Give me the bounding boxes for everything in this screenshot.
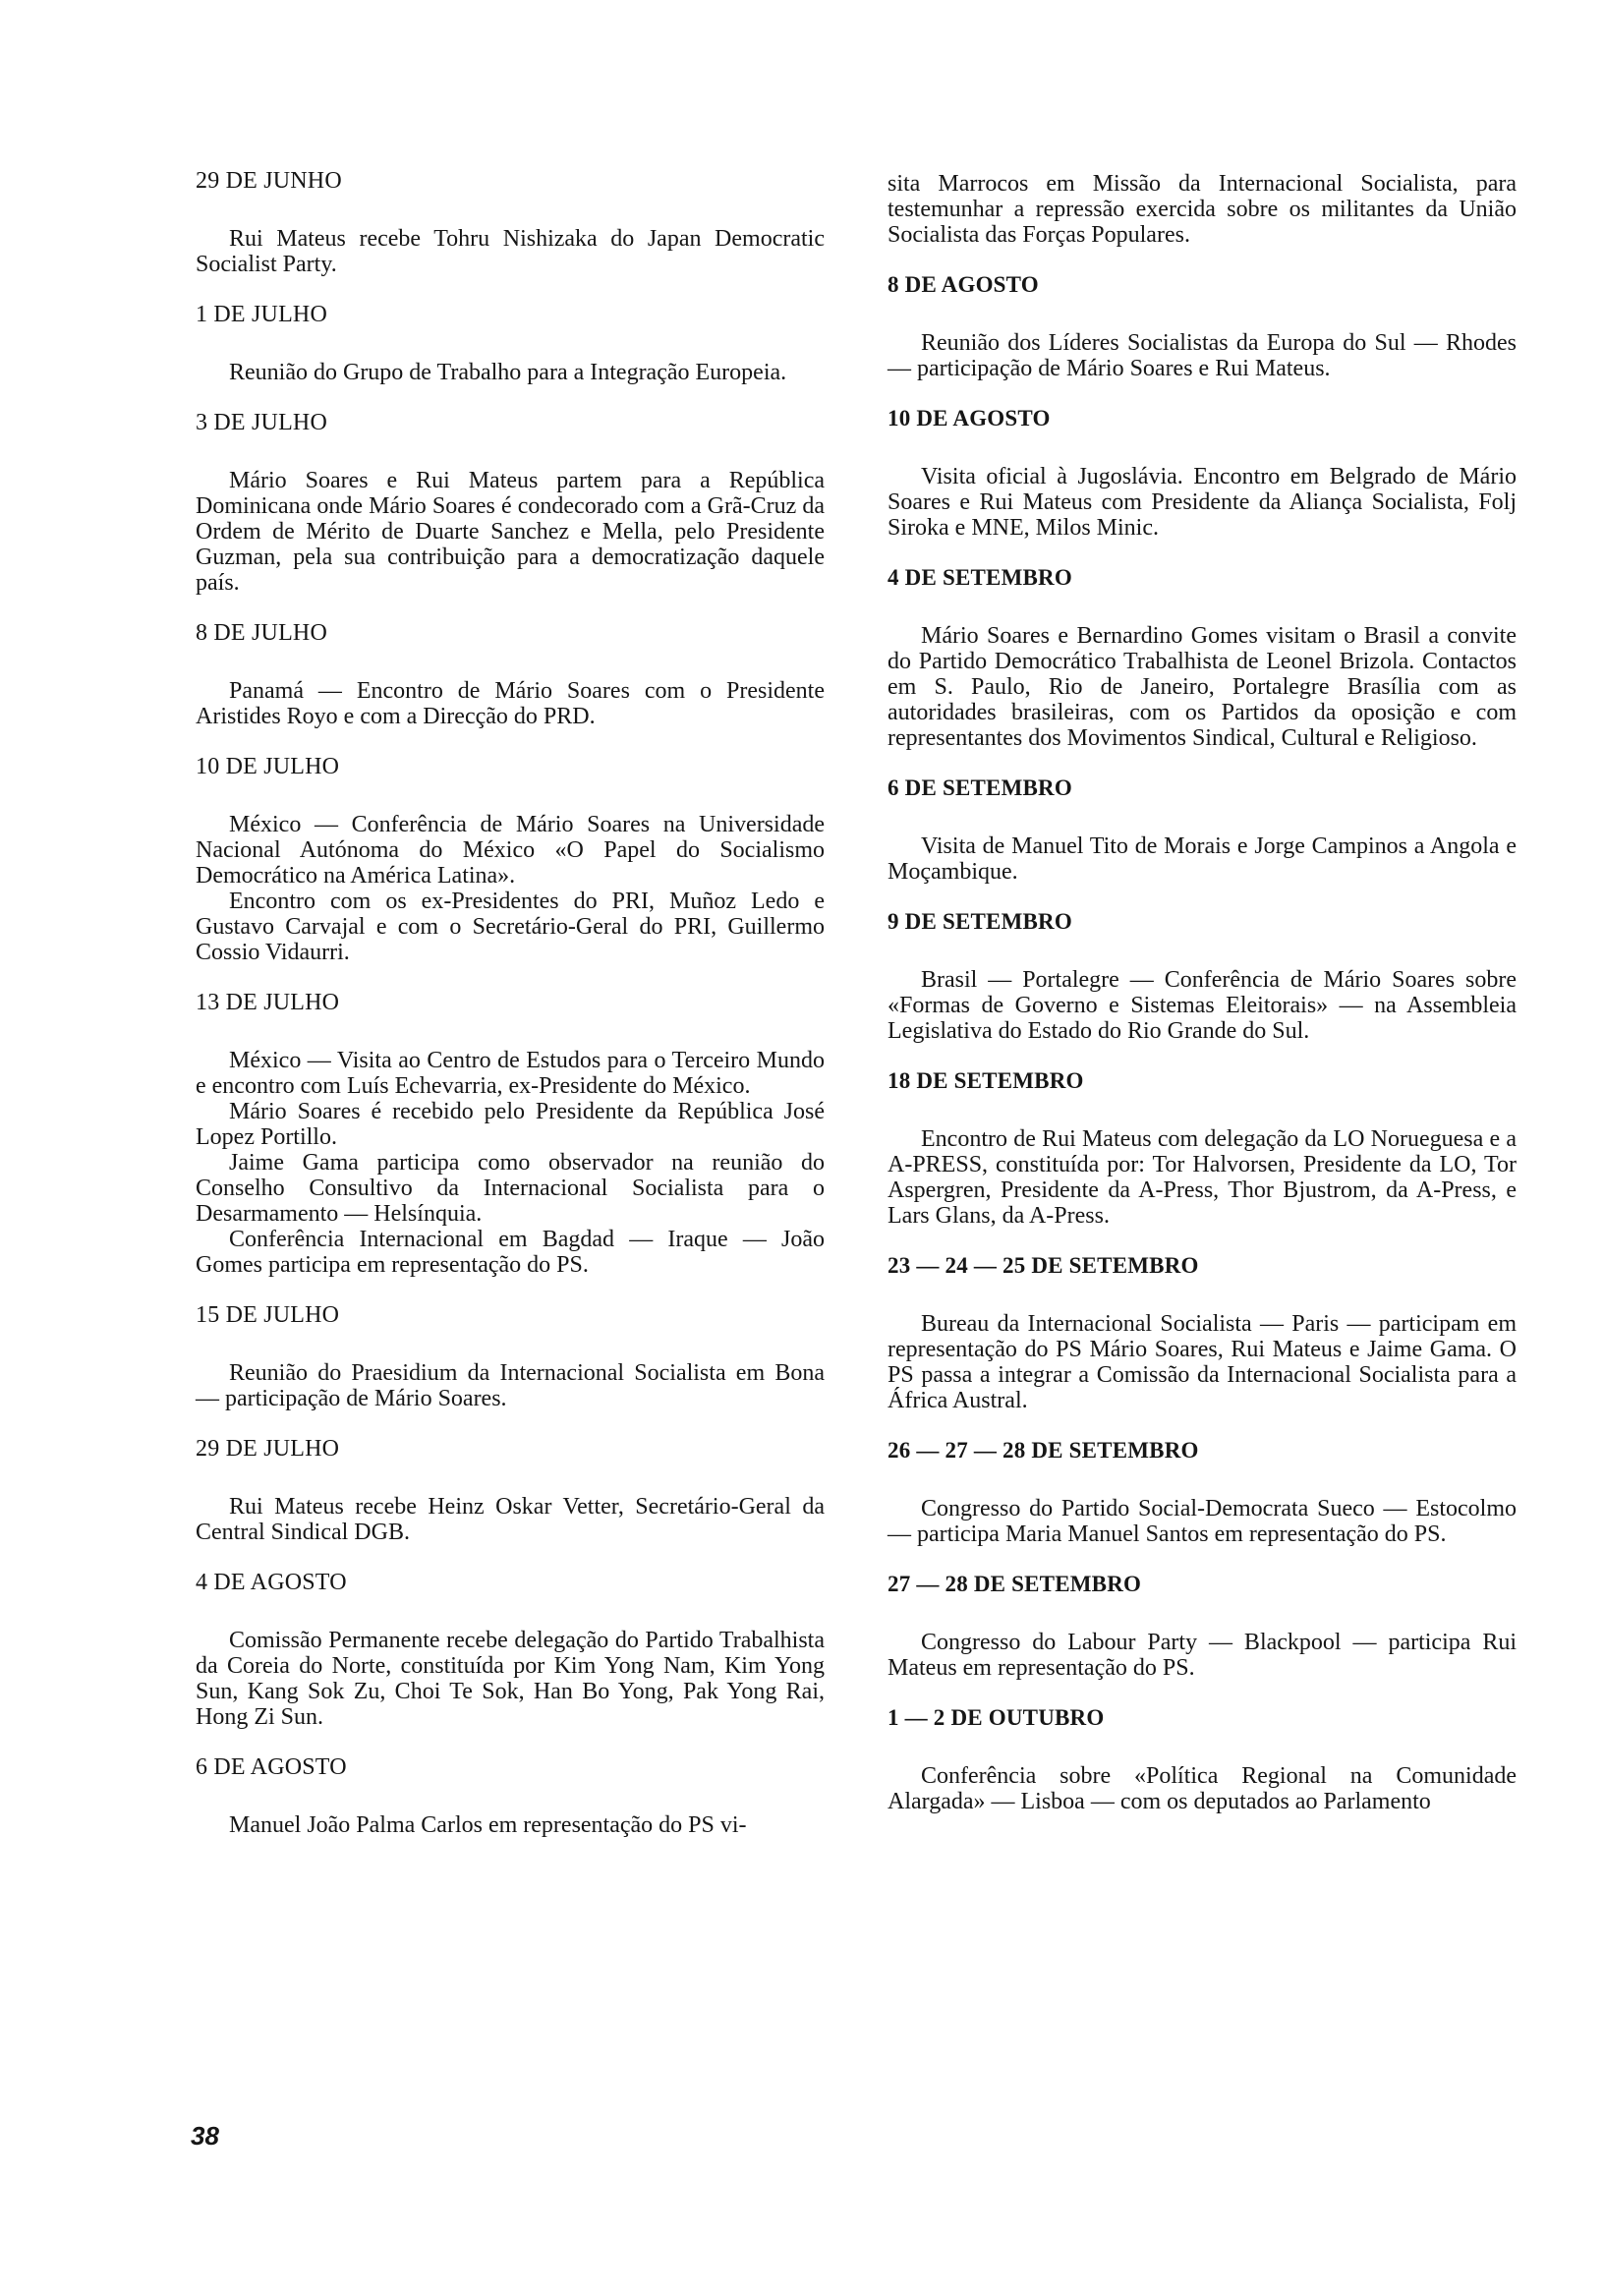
entry-date: 8 DE AGOSTO <box>888 272 1039 297</box>
entry-paragraph: Reunião do Praesidium da Internacional Socialista em Bona — participação de Mário Soares. <box>196 1360 825 1411</box>
entry-date: 23 — 24 — 25 DE SETEMBRO <box>888 1253 1199 1278</box>
timeline-entry <box>888 1704 1517 1814</box>
entry-paragraph: Panamá — Encontro de Mário Soares com o Presidente Aristides Royo e com a Direcção do PRD. <box>196 678 825 729</box>
entry-paragraph: Conferência sobre «Política Regional na Comunidade Alargada» — Lisboa — com os deputados ao Parlamento <box>888 1763 1517 1814</box>
entry-paragraph: Mário Soares e Rui Mateus partem para a República Dominicana onde Mário Soares é condecorado com a Grã-Cruz da Ordem de Mérito de Duarte Sanchez e Mella, pelo Presidente Guzman, pela sua contribuição para a democratização daquele país. <box>196 468 825 596</box>
entry-date: 26 — 27 — 28 DE SETEMBRO <box>888 1438 1199 1463</box>
timeline-entry <box>888 564 1517 751</box>
entry-paragraph: Reunião dos Líderes Socialistas da Europa do Sul — Rhodes — participação de Mário Soares e Rui Mateus. <box>888 330 1517 381</box>
left-column <box>196 167 825 1862</box>
entry-paragraph: sita Marrocos em Missão da Internacional Socialista, para testemunhar a repressão exercida sobre os militantes da União Socialista das Forças Populares. <box>888 171 1517 248</box>
entry-date: 18 DE SETEMBRO <box>888 1068 1084 1093</box>
entry-paragraph: Bureau da Internacional Socialista — Paris — participam em representação do PS Mário Soares, Rui Mateus e Jaime Gama. O PS passa a integrar a Comissão da Internacional Socialista para a África Austral. <box>888 1311 1517 1413</box>
entry-paragraph: Mário Soares é recebido pelo Presidente da República José Lopez Portillo. <box>196 1099 825 1150</box>
entry-paragraph: Conferência Internacional em Bagdad — Iraque — João Gomes participa em representação do PS. <box>196 1227 825 1278</box>
timeline-entry <box>888 908 1517 1044</box>
entry-date: 6 DE AGOSTO <box>196 1754 347 1780</box>
entry-paragraph: Reunião do Grupo de Trabalho para a Integração Europeia. <box>229 360 787 385</box>
entry-paragraph: Rui Mateus recebe Heinz Oskar Vetter, Secretário-Geral da Central Sindical DGB. <box>196 1494 825 1545</box>
entry-paragraph: Manuel João Palma Carlos em representação do PS vi- <box>229 1812 747 1838</box>
entry-date: 4 DE SETEMBRO <box>888 565 1072 590</box>
timeline-entry <box>196 989 825 1278</box>
timeline-entry <box>196 1569 825 1730</box>
entry-paragraph: Brasil — Portalegre — Conferência de Mário Soares sobre «Formas de Governo e Sistemas Eleitorais» — na Assembleia Legislativa do Estado do Rio Grande do Sul. <box>888 967 1517 1044</box>
entry-date: 10 DE JULHO <box>196 754 340 779</box>
page-number: 38 <box>191 2121 219 2151</box>
timeline-entry <box>888 271 1517 381</box>
timeline-entry <box>888 1067 1517 1229</box>
entry-paragraph: Encontro de Rui Mateus com delegação da LO Norueguesa e a A-PRESS, constituída por: Tor Halvorsen, Presidente da LO, Tor Aspergren, Presidente da A-Press, Thor Bjustrom, da A-Press, e Lars Glans, da A-Press. <box>888 1126 1517 1229</box>
entry-paragraph: Encontro com os ex-Presidentes do PRI, Muñoz Ledo e Gustavo Carvajal e com o Secretário-Geral do PRI, Guillermo Cossio Vidaurri. <box>196 889 825 965</box>
timeline-entry <box>888 405 1517 541</box>
entry-paragraph: México — Conferência de Mário Soares na Universidade Nacional Autónoma do México «O Papel do Socialismo Democrático na América Latina». <box>196 812 825 889</box>
timeline-entry <box>196 619 825 729</box>
right-column <box>888 171 1517 1838</box>
entry-paragraph: Mário Soares e Bernardino Gomes visitam o Brasil a convite do Partido Democrático Trabalhista de Leonel Brizola. Contactos em S. Paulo, Rio de Janeiro, Portalegre Brasília com as autoridades brasileiras, com os Partidos da oposição e com representantes dos Movimentos Sindical, Cultural e Religioso. <box>888 623 1517 751</box>
entry-paragraph: Congresso do Labour Party — Blackpool — participa Rui Mateus em representação do PS. <box>888 1630 1517 1681</box>
timeline-entry <box>888 775 1517 885</box>
timeline-entry <box>196 1301 825 1411</box>
entry-paragraph: Jaime Gama participa como observador na reunião do Conselho Consultivo da Internacional Socialista para o Desarmamento — Helsínquia. <box>196 1150 825 1227</box>
entry-date: 1 DE JULHO <box>196 302 327 327</box>
entry-date: 4 DE AGOSTO <box>196 1570 347 1595</box>
entry-date: 29 DE JULHO <box>196 1436 340 1462</box>
timeline-entry <box>888 1571 1517 1681</box>
timeline-entry <box>196 409 825 596</box>
entry-date: 10 DE AGOSTO <box>888 406 1051 430</box>
entry-date: 29 DE JUNHO <box>196 168 342 194</box>
entry-date: 13 DE JULHO <box>196 990 340 1015</box>
entry-paragraph: Congresso do Partido Social-Democrata Sueco — Estocolmo — participa Maria Manuel Santos em representação do PS. <box>888 1496 1517 1547</box>
entry-date: 3 DE JULHO <box>196 410 327 435</box>
timeline-entry <box>196 167 825 277</box>
entry-date: 6 DE SETEMBRO <box>888 775 1072 800</box>
timeline-entry <box>196 1435 825 1545</box>
entry-paragraph: Visita de Manuel Tito de Morais e Jorge Campinos a Angola e Moçambique. <box>888 833 1517 885</box>
timeline-entry <box>196 301 825 385</box>
entry-paragraph: Comissão Permanente recebe delegação do Partido Trabalhista da Coreia do Norte, constituída por Kim Yong Nam, Kim Yong Sun, Kang Sok Zu, Choi Te Sok, Han Bo Yong, Pak Yong Rai, Hong Zi Sun. <box>196 1628 825 1730</box>
entry-paragraph: México — Visita ao Centro de Estudos para o Terceiro Mundo e encontro com Luís Echevarria, ex-Presidente do México. <box>196 1048 825 1099</box>
timeline-entry <box>888 1252 1517 1413</box>
continued-entry <box>888 171 1517 248</box>
timeline-entry <box>196 753 825 965</box>
entry-date: 1 — 2 DE OUTUBRO <box>888 1705 1105 1730</box>
entry-date: 8 DE JULHO <box>196 620 327 646</box>
entry-date: 27 — 28 DE SETEMBRO <box>888 1572 1142 1596</box>
entry-paragraph: Visita oficial à Jugoslávia. Encontro em Belgrado de Mário Soares e Rui Mateus com Presidente da Aliança Socialista, Folj Siroka e MNE, Milos Minic. <box>888 464 1517 541</box>
entry-paragraph: Rui Mateus recebe Tohru Nishizaka do Japan Democratic Socialist Party. <box>196 226 825 277</box>
entry-date: 9 DE SETEMBRO <box>888 909 1072 934</box>
entry-date: 15 DE JULHO <box>196 1302 340 1328</box>
timeline-entry <box>196 1753 825 1838</box>
timeline-entry <box>888 1437 1517 1547</box>
